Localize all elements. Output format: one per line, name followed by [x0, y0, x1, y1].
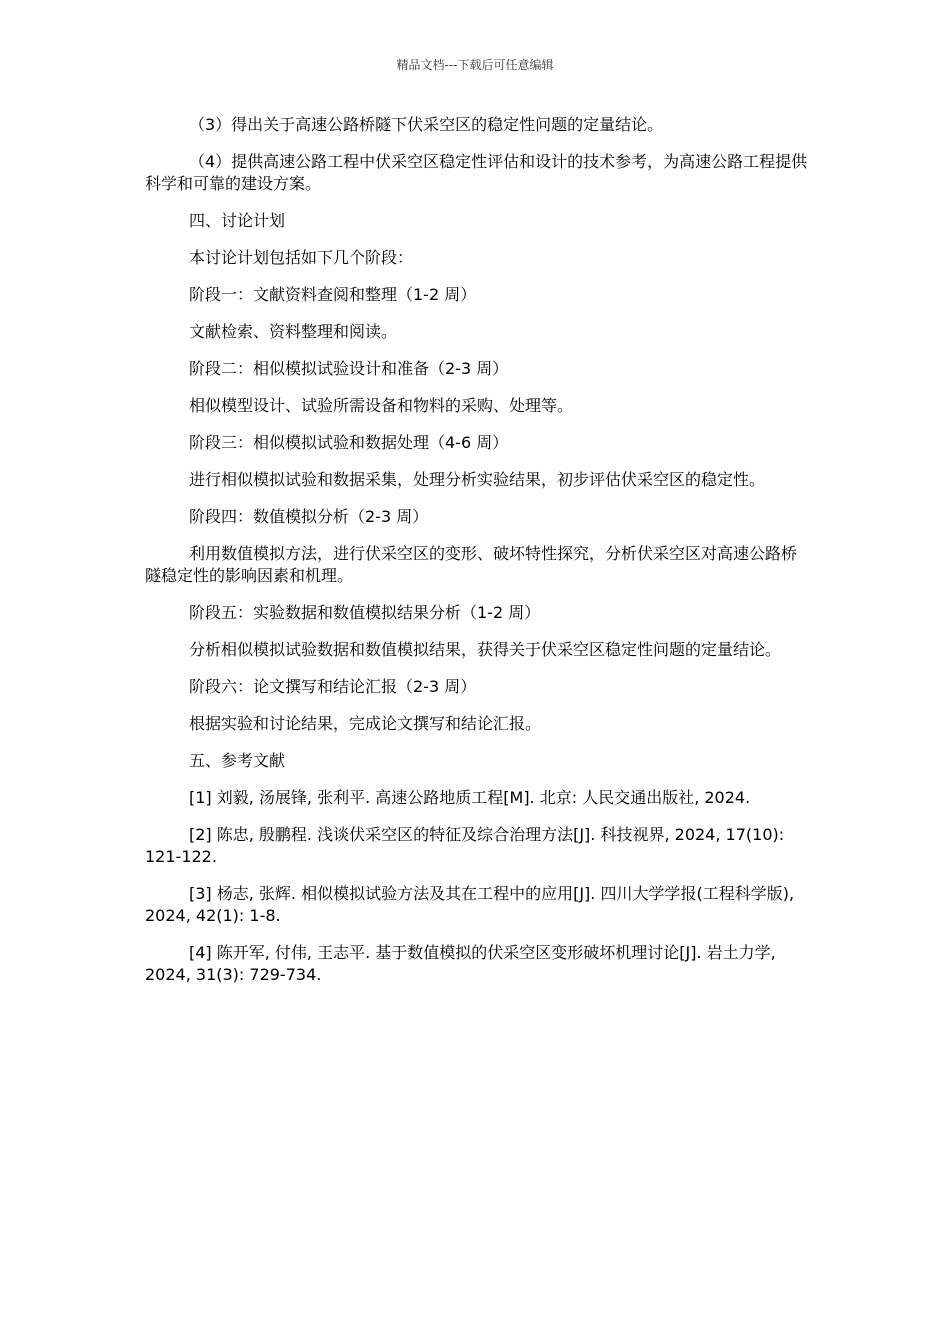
reference-3: [3] 杨志, 张辉. 相似模拟试验方法及其在工程中的应用[J]. 四川大学学报(工程科学版), 2024, 42(1): 1-8. [145, 884, 795, 925]
objective-item-4: （4）提供高速公路工程中伏采空区稳定性评估和设计的技术参考，为高速公路工程提供科学和可靠的建设方案。 [145, 152, 808, 193]
page-header: 精品文档---下载后可任意编辑 [396, 58, 554, 72]
stage-4-desc: 利用数值模拟方法，进行伏采空区的变形、破坏特性探究，分析伏采空区对高速公路桥隧稳定性的影响因素和机理。 [145, 544, 798, 585]
objective-item-3: （3）得出关于高速公路桥隧下伏采空区的稳定性问题的定量结论。 [189, 115, 664, 134]
stage-2-desc: 相似模型设计、试验所需设备和物料的采购、处理等。 [189, 396, 574, 415]
stage-3-desc: 进行相似模拟试验和数据采集，处理分析实验结果，初步评估伏采空区的稳定性。 [189, 470, 766, 489]
plan-intro: 本讨论计划包括如下几个阶段： [189, 248, 414, 267]
section-heading-plan: 四、讨论计划 [189, 211, 286, 230]
stage-2-title: 阶段二：相似模拟试验设计和准备（2-3 周） [189, 359, 509, 378]
section-heading-references: 五、参考文献 [189, 751, 286, 770]
stage-4-title: 阶段四：数值模拟分析（2-3 周） [189, 507, 429, 526]
stage-3-title: 阶段三：相似模拟试验和数据处理（4-6 周） [189, 433, 509, 452]
stage-5-desc: 分析相似模拟试验数据和数值模拟结果，获得关于伏采空区稳定性问题的定量结论。 [189, 640, 782, 659]
stage-1-desc: 文献检索、资料整理和阅读。 [189, 322, 398, 341]
stage-6-desc: 根据实验和讨论结果，完成论文撰写和结论汇报。 [189, 714, 542, 733]
stage-5-title: 阶段五：实验数据和数值模拟结果分析（1-2 周） [189, 603, 541, 622]
reference-4: [4] 陈开军, 付伟, 王志平. 基于数值模拟的伏采空区变形破坏机理讨论[J]. 岩土力学, 2024, 31(3): 729-734. [145, 943, 776, 984]
stage-6-title: 阶段六：论文撰写和结论汇报（2-3 周） [189, 677, 477, 696]
reference-1: [1] 刘毅, 汤展锋, 张利平. 高速公路地质工程[M]. 北京: 人民交通出版社, 2024. [189, 788, 751, 807]
document-body [145, 114, 810, 1001]
reference-2: [2] 陈忠, 殷鹏程. 浅谈伏采空区的特征及综合治理方法[J]. 科技视界, 2024, 17(10): 121-122. [145, 825, 785, 866]
stage-1-title: 阶段一：文献资料查阅和整理（1-2 周） [189, 285, 477, 304]
